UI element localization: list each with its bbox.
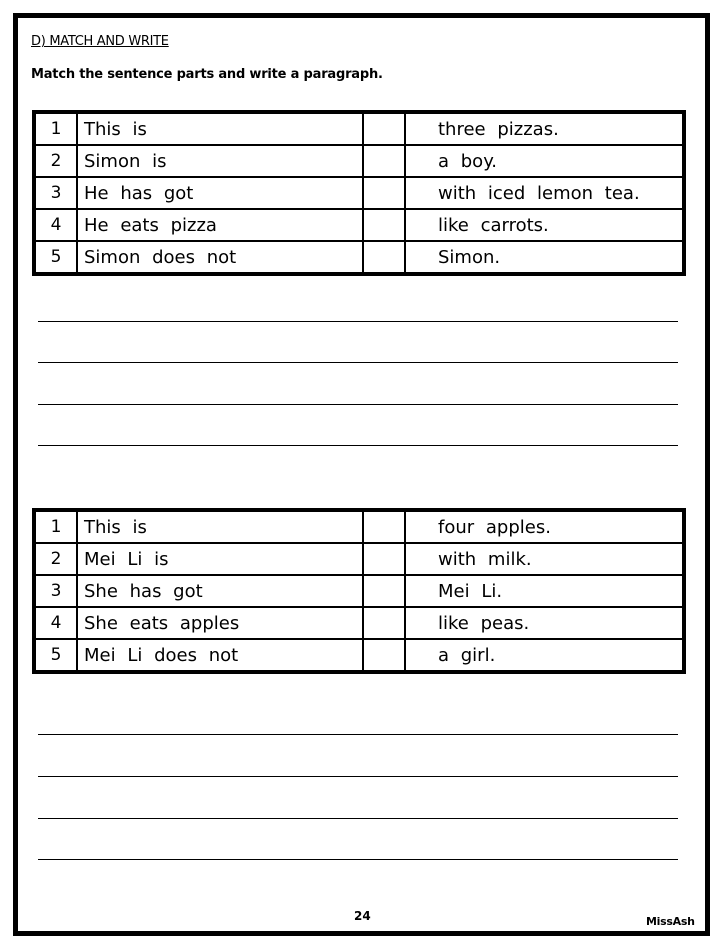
sentence-start: Simon does not	[77, 241, 363, 274]
table-row	[34, 543, 684, 575]
sentence-end: like peas.	[405, 607, 684, 639]
writing-line[interactable]	[38, 404, 678, 405]
match-table-2	[32, 508, 686, 674]
answer-blank[interactable]	[363, 112, 405, 145]
row-number: 1	[34, 112, 77, 145]
sentence-start: This is	[77, 112, 363, 145]
sentence-end: a girl.	[405, 639, 684, 672]
row-number: 5	[34, 241, 77, 274]
answer-blank[interactable]	[363, 177, 405, 209]
writing-line[interactable]	[38, 445, 678, 446]
page-number: 24	[354, 909, 371, 923]
writing-line[interactable]	[38, 362, 678, 363]
row-number: 2	[34, 543, 77, 575]
answer-blank[interactable]	[363, 543, 405, 575]
row-number: 3	[34, 575, 77, 607]
row-number: 5	[34, 639, 77, 672]
match-table-1	[32, 110, 686, 276]
table-row	[34, 145, 684, 177]
answer-blank[interactable]	[363, 639, 405, 672]
table-row	[34, 510, 684, 543]
sentence-start: He eats pizza	[77, 209, 363, 241]
sentence-end: four apples.	[405, 510, 684, 543]
answer-blank[interactable]	[363, 241, 405, 274]
row-number: 4	[34, 607, 77, 639]
sentence-end: three pizzas.	[405, 112, 684, 145]
author-signature: MissAsh	[646, 915, 695, 928]
sentence-start: Simon is	[77, 145, 363, 177]
sentence-end: Simon.	[405, 241, 684, 274]
answer-blank[interactable]	[363, 209, 405, 241]
row-number: 1	[34, 510, 77, 543]
row-number: 4	[34, 209, 77, 241]
sentence-start: Mei Li is	[77, 543, 363, 575]
table-row	[34, 639, 684, 672]
table-row	[34, 112, 684, 145]
writing-line[interactable]	[38, 321, 678, 322]
instruction-text: Match the sentence parts and write a paragraph.	[31, 67, 383, 82]
table-row	[34, 177, 684, 209]
answer-blank[interactable]	[363, 145, 405, 177]
sentence-start: She has got	[77, 575, 363, 607]
writing-line[interactable]	[38, 818, 678, 819]
writing-line[interactable]	[38, 734, 678, 735]
sentence-start: This is	[77, 510, 363, 543]
sentence-start: Mei Li does not	[77, 639, 363, 672]
sentence-start: She eats apples	[77, 607, 363, 639]
row-number: 3	[34, 177, 77, 209]
sentence-end: with milk.	[405, 543, 684, 575]
table-row	[34, 607, 684, 639]
sentence-end: with iced lemon tea.	[405, 177, 684, 209]
table-row	[34, 241, 684, 274]
table-row	[34, 209, 684, 241]
section-title: D) MATCH AND WRITE	[31, 34, 169, 49]
writing-line[interactable]	[38, 776, 678, 777]
sentence-end: a boy.	[405, 145, 684, 177]
sentence-start: He has got	[77, 177, 363, 209]
row-number: 2	[34, 145, 77, 177]
table-row	[34, 575, 684, 607]
writing-line[interactable]	[38, 859, 678, 860]
answer-blank[interactable]	[363, 607, 405, 639]
answer-blank[interactable]	[363, 510, 405, 543]
sentence-end: like carrots.	[405, 209, 684, 241]
sentence-end: Mei Li.	[405, 575, 684, 607]
answer-blank[interactable]	[363, 575, 405, 607]
